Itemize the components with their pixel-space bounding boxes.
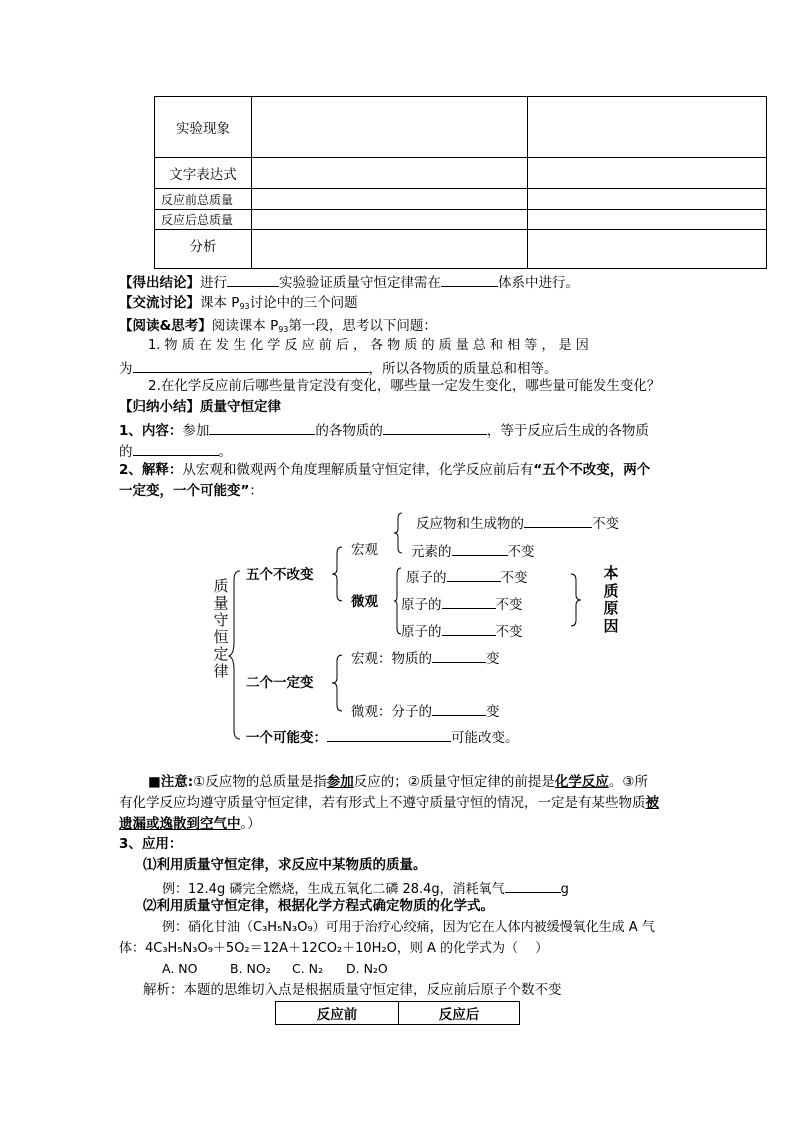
summary-heading [119, 401, 281, 415]
application-item-2-line1: 例：硝化甘油（C₃H₅N₃O₉）可用于治疗心绞痛，因为它在人体内被缓慢氧化生成 A 气 [162, 920, 655, 935]
blank-field[interactable] [442, 623, 496, 636]
reaction-table [275, 1001, 520, 1025]
text: 不变 [507, 544, 535, 560]
emphasis: 遗漏或逸散到空气中 [119, 816, 241, 832]
conclusion-line [119, 274, 579, 291]
emphasis: 参加 [326, 774, 354, 790]
macro-label: 宏观 [351, 542, 378, 558]
emphasis: 化学反应 [554, 774, 609, 790]
conclusion-tag: 【得出结论】 [119, 275, 200, 291]
table-row [155, 230, 767, 269]
text: 讨论中的三个问题 [249, 295, 358, 311]
page-subscript: 93 [278, 325, 289, 334]
page-subscript: 93 [239, 302, 250, 311]
blank-field[interactable] [133, 360, 369, 373]
content-line2 [119, 443, 232, 460]
table-row [155, 210, 767, 230]
macro-item-2 [411, 543, 535, 560]
text: 不变 [495, 624, 523, 640]
question-1-line1: 1. 物 质 在 发 生 化 学 反 应 前 后 ， 各 物 质 的 质 量 总 和 相 等 ， 是 因 [148, 338, 589, 353]
answer-options [162, 963, 388, 976]
bold-text: 一定变，一个可能变” [119, 483, 250, 499]
question-1-line2 [119, 360, 558, 377]
micro-item-1 [406, 569, 528, 586]
text: 参加 [182, 423, 210, 439]
five-unchanged-label: 五个不改变 [246, 567, 314, 583]
discussion-line [119, 297, 358, 311]
question-2: 2.在化学反应前后哪些量肯定没有变化，哪些量一定发生变化，哪些量可能发生变化？ [148, 378, 661, 394]
essence-brace-icon [569, 572, 583, 628]
content-line1 [119, 422, 649, 439]
two-changed-item-2 [351, 703, 500, 720]
text: 反应的；②质量守恒定律的前提是 [353, 774, 555, 790]
text: 元素的 [411, 544, 452, 560]
bold-text: “五个不改变，两个 [533, 462, 651, 478]
diagram-root: 质量守恒定律 [213, 577, 229, 680]
reading-line [119, 320, 437, 334]
macro-micro-brace-icon [330, 545, 344, 603]
cell[interactable] [252, 158, 528, 189]
note-line2 [119, 797, 659, 811]
blank-field[interactable] [524, 515, 592, 528]
note-line1 [148, 776, 648, 790]
explain-label: 2、解释： [119, 462, 183, 478]
cell[interactable] [252, 210, 528, 230]
text: 不变 [500, 570, 528, 586]
option-a[interactable]: A. NO [162, 961, 198, 976]
macro-item-1 [416, 515, 619, 532]
table-row [155, 189, 767, 210]
blank-field[interactable] [447, 569, 501, 582]
note-label: 注意: [160, 774, 194, 790]
text: 宏观：物质的 [351, 651, 432, 667]
row-label: 分析 [155, 230, 252, 269]
blank-field[interactable] [327, 729, 451, 742]
row-label: 实验现象 [155, 97, 252, 158]
emphasis: 被 [645, 795, 659, 811]
header-before: 反应前 [276, 1002, 399, 1025]
blank-field[interactable] [441, 274, 498, 287]
experiment-table [154, 96, 767, 269]
cell[interactable] [252, 230, 528, 269]
text: 。③所 [608, 774, 648, 790]
text: 进行 [200, 275, 227, 291]
two-changed-brace-icon [330, 653, 344, 713]
one-maybe-line [246, 729, 519, 746]
text: 实验验证质量守恒定律需在 [279, 275, 441, 291]
table-header-row [276, 1002, 520, 1025]
note-line3 [119, 818, 261, 832]
text: 不变 [495, 597, 523, 613]
discussion-tag: 【交流讨论】 [119, 295, 200, 311]
text: ： [249, 483, 263, 499]
cell[interactable] [252, 189, 528, 210]
text: 第一段，思考以下问题： [288, 318, 437, 334]
option-d[interactable]: D. N₂O [346, 961, 388, 976]
header-after: 反应后 [399, 1002, 520, 1025]
text: 课本 P [200, 295, 240, 311]
cell[interactable] [252, 97, 528, 158]
text: 例：12.4g 磷完全燃烧，生成五氧化二磷 28.4g，消耗氧气 [162, 882, 505, 897]
text: 不变 [592, 516, 619, 532]
summary-title: 质量守恒定律 [200, 399, 281, 415]
cell[interactable] [528, 189, 767, 210]
cell[interactable] [528, 158, 767, 189]
text: ，等于反应后生成的各物质 [486, 423, 649, 439]
text: 变 [486, 704, 500, 720]
text: 阅读课本 P [211, 318, 279, 334]
text: 有化学反应均遵守质量守恒定律，若有形式上不遵守质量守恒的情况，一定是有某些物质 [119, 795, 646, 811]
text: 的各物质的 [315, 423, 383, 439]
text: 变 [486, 651, 500, 667]
explain-line1 [119, 464, 650, 478]
text: 体系中进行。 [498, 275, 579, 291]
essence-label: 本质原因 [603, 564, 619, 635]
table-row [155, 97, 767, 158]
text: 可能改变。 [451, 730, 519, 746]
row-label: 反应前总质量 [155, 189, 252, 210]
blank-field[interactable] [442, 596, 496, 609]
text: 。） [240, 816, 261, 832]
table-row [155, 158, 767, 189]
application-label: 3、应用： [119, 836, 183, 852]
text: 为 [119, 361, 133, 377]
analysis-text: 解析：本题的思维切入点是根据质量守恒定律，反应前后原子个数不变 [143, 982, 562, 998]
cell[interactable] [528, 210, 767, 230]
application-item-1-example [162, 880, 569, 896]
blank-field[interactable] [227, 274, 279, 287]
cell[interactable] [528, 230, 767, 269]
text: g [560, 882, 569, 897]
text: 原子的 [401, 624, 442, 640]
option-b[interactable]: B. NO₂ [230, 961, 271, 976]
blank-field[interactable] [432, 703, 486, 716]
text: 的 [119, 444, 133, 460]
text: 反应物和生成物的 [416, 516, 524, 532]
application-item-2-line2: 体：4C₃H₅N₃O₉＋5O₂＝12A＋12CO₂＋10H₂O，则 A 的化学式为（ ） [119, 941, 549, 956]
macro-items-brace-icon [392, 511, 404, 555]
text: ①反应物的总质量是指 [193, 774, 327, 790]
text: 微观：分子的 [351, 704, 432, 720]
blank-field[interactable] [383, 422, 487, 435]
explain-line2 [119, 485, 263, 499]
blank-field[interactable] [432, 650, 486, 663]
reading-tag: 【阅读&思考】 [119, 318, 212, 334]
cell[interactable] [528, 97, 767, 158]
text: 原子的 [401, 597, 442, 613]
blank-field[interactable] [452, 543, 508, 556]
summary-tag: 【归纳小结】 [119, 399, 200, 415]
micro-item-2 [401, 596, 523, 613]
option-c[interactable]: C. N₂ [292, 961, 324, 976]
text: 。 [218, 444, 232, 460]
content-label: 1、内容： [119, 423, 183, 439]
application-item-1-title: ⑴利用质量守恒定律，求反应中某物质的质量。 [143, 857, 427, 873]
micro-item-3 [401, 623, 523, 640]
row-label: 反应后总质量 [155, 210, 252, 230]
text: 从宏观和微观两个角度理解质量守恒定律，化学反应前后有 [182, 462, 534, 478]
micro-label: 微观 [351, 594, 378, 610]
outer-brace-icon [228, 568, 244, 742]
text: 原子的 [406, 570, 447, 586]
application-item-2-title: ⑵利用质量守恒定律，根据化学方程式确定物质的化学式。 [143, 898, 494, 914]
blank-field[interactable] [505, 880, 561, 893]
row-label: 文字表达式 [155, 158, 252, 189]
two-changed-label: 二个一定变 [246, 675, 314, 691]
blank-field[interactable] [209, 422, 315, 435]
two-changed-item-1 [351, 650, 500, 667]
square-bullet-icon: ■ [148, 774, 161, 790]
text: ，所以各物质的质量总和相等。 [368, 361, 558, 377]
one-maybe-label: 一个可能变： [246, 730, 327, 746]
blank-field[interactable] [133, 443, 219, 456]
